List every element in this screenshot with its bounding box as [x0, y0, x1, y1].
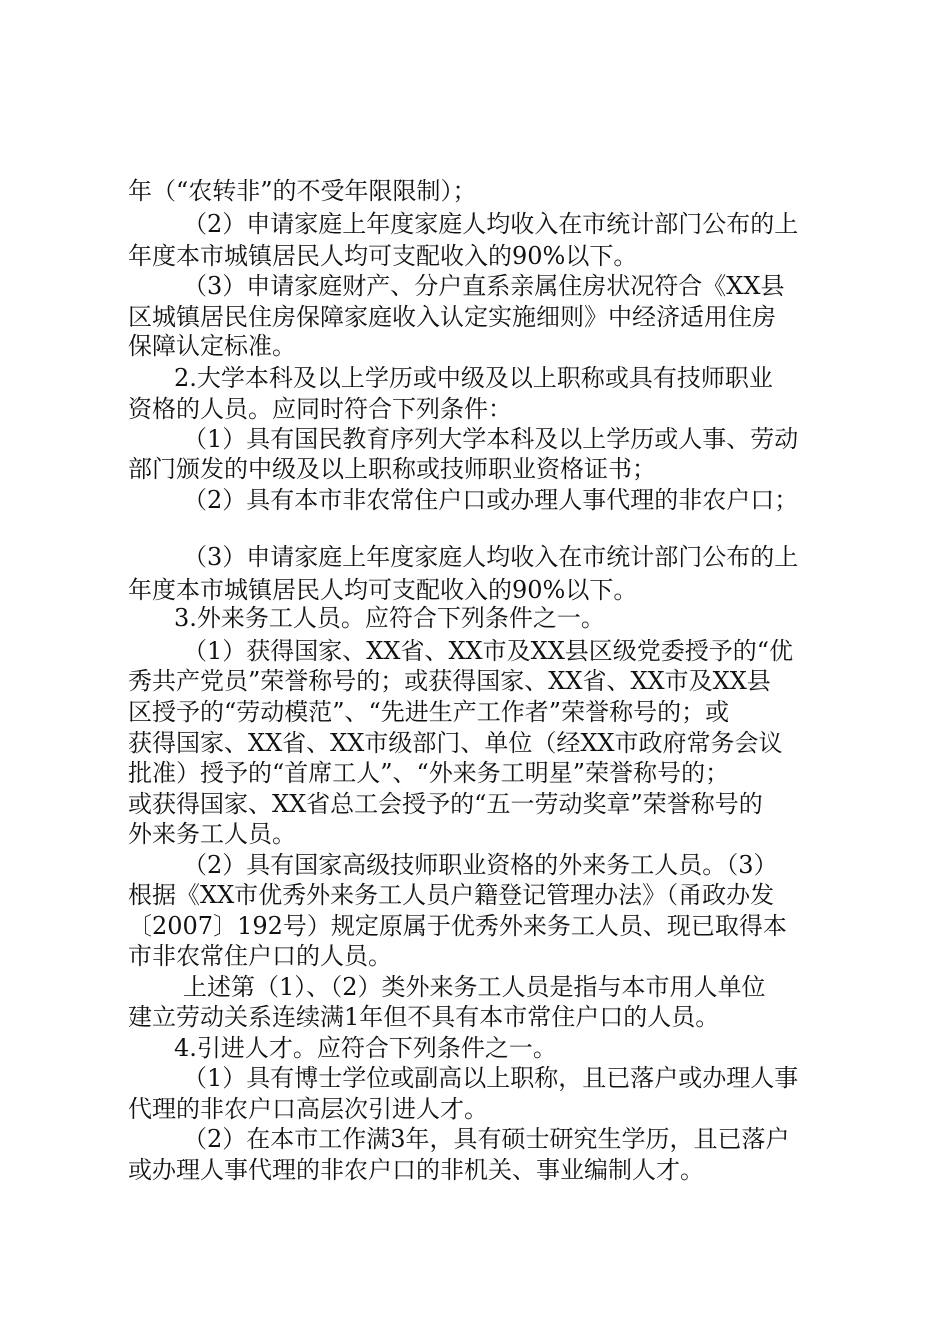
text-line: 4.引进人才。应符合下列条件之一。 — [174, 1034, 557, 1062]
text-line: 资格的人员。应同时符合下列条件： — [128, 395, 512, 423]
text-line: 外来务工人员。 — [128, 820, 296, 848]
text-line: 〔2007〕192号）规定原属于优秀外来务工人员、现已取得本 — [128, 912, 787, 940]
text-line: （2）具有本市非农常住户口或办理人事代理的非农户口； — [183, 486, 799, 514]
text-line: 建立劳动关系连续满1年但不具有本市常住户口的人员。 — [128, 1003, 720, 1031]
text-line: 年（“农转非”的不受年限限制）； — [128, 177, 477, 205]
text-line: 区城镇居民住房保障家庭收入认定实施细则》中经济适用住房 — [128, 303, 776, 331]
text-line: （1）获得国家、XX省、XX市及XX县区级党委授予的“优 — [183, 637, 794, 665]
text-line: 区授予的“劳动模范”、“先进生产工作者”荣誉称号的；或 — [128, 698, 730, 726]
text-line: 年度本市城镇居民人均可支配收入的90%以下。 — [128, 242, 638, 270]
text-line: 或获得国家、XX省总工会授予的“五一劳动奖章”荣誉称号的 — [128, 790, 763, 818]
text-line: 保障认定标准。 — [128, 332, 296, 360]
text-line: 代理的非农户口高层次引进人才。 — [128, 1095, 488, 1123]
text-line: 部门颁发的中级及以上职称或技师职业资格证书； — [128, 455, 656, 483]
text-line: 2.大学本科及以上学历或中级及以上职称或具有技师职业 — [174, 364, 773, 392]
text-line: （2）具有国家高级技师职业资格的外来务工人员。（3） — [183, 851, 778, 879]
text-line: 秀共产党员”荣誉称号的；或获得国家、XX省、XX市及XX县 — [128, 667, 771, 695]
text-line: 3.外来务工人员。应符合下列条件之一。 — [174, 604, 605, 632]
text-line: 年度本市城镇居民人均可支配收入的90%以下。 — [128, 576, 638, 604]
text-line: 或办理人事代理的非农户口的非机关、事业编制人才。 — [128, 1156, 704, 1184]
text-line: （2）在本市工作满3年，具有硕士研究生学历，且已落户 — [183, 1125, 790, 1153]
text-line: 根据《XX市优秀外来务工人员户籍登记管理办法》（甬政办发 — [128, 881, 775, 909]
text-line: （1）具有博士学位或副高以上职称，且已落户或办理人事 — [183, 1064, 799, 1092]
text-line: 上述第（1）、（2）类外来务工人员是指与本市用人单位 — [183, 973, 766, 1001]
text-line: 获得国家、XX省、XX市级部门、单位（经XX市政府常务会议 — [128, 729, 783, 757]
text-line: 市非农常住户口的人员。 — [128, 942, 392, 970]
text-line: 批准）授予的“首席工人”、“外来务工明星”荣誉称号的； — [128, 759, 730, 787]
text-line: （2）申请家庭上年度家庭人均收入在市统计部门公布的上 — [183, 210, 799, 238]
text-line: （3）申请家庭财产、分户直系亲属住房状况符合《XX县 — [183, 272, 785, 300]
text-line: （1）具有国民教育序列大学本科及以上学历或人事、劳动 — [183, 425, 799, 453]
text-line: （3）申请家庭上年度家庭人均收入在市统计部门公布的上 — [183, 543, 799, 571]
